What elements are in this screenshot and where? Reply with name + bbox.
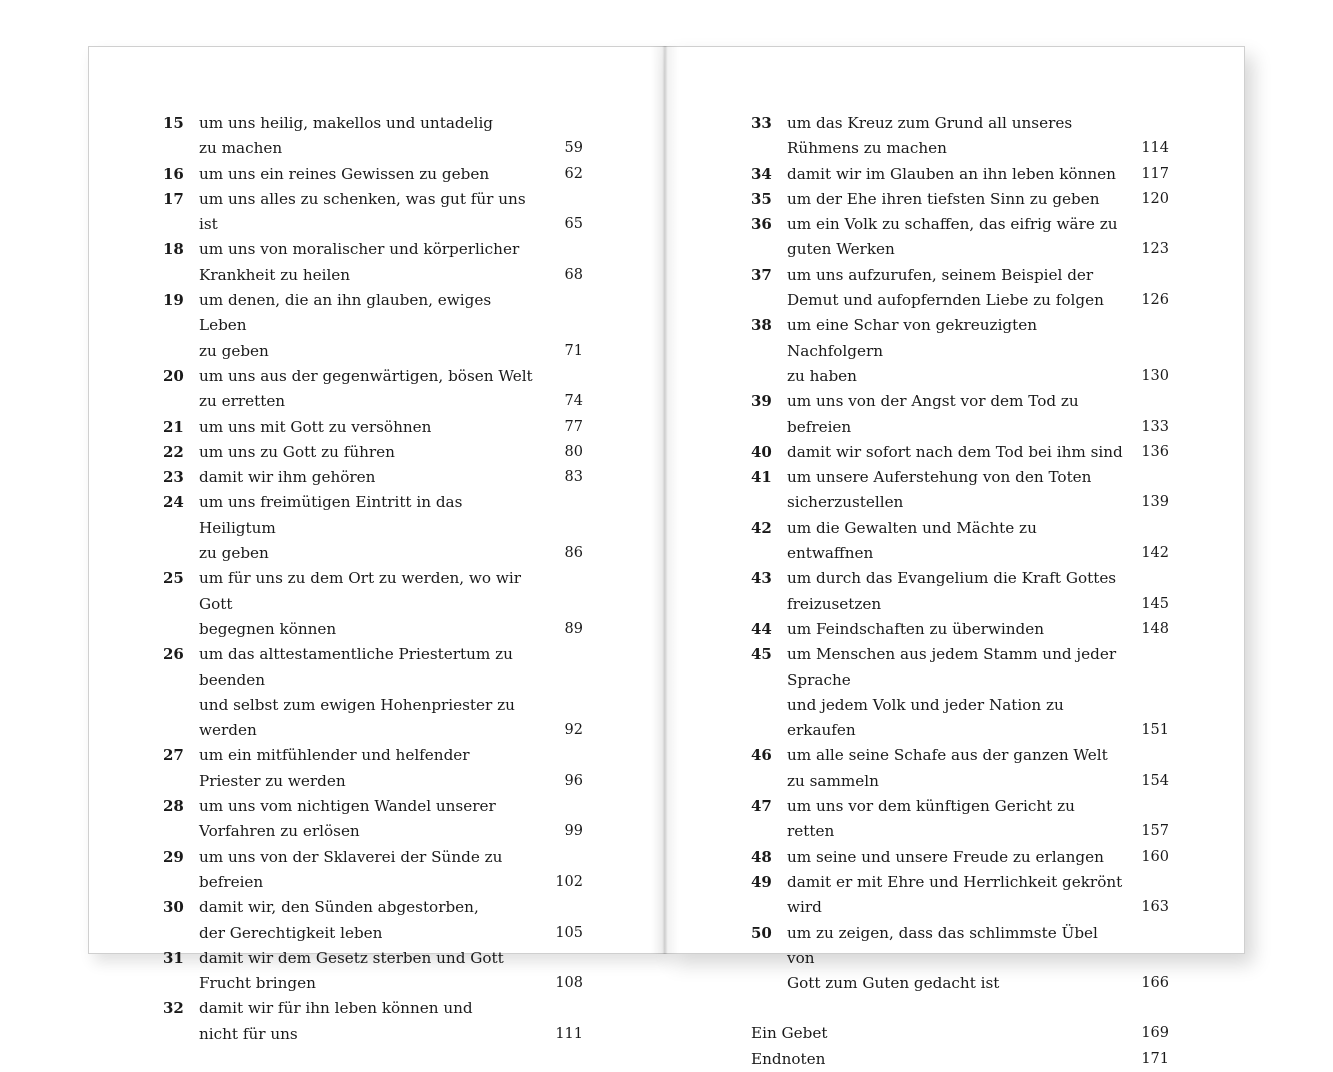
page-number: 148 bbox=[1141, 620, 1169, 637]
chapter-title-line: um für uns zu dem Ort zu werden, wo wir Gott bbox=[199, 569, 521, 613]
chapter-title-line: um alle seine Schafe aus der ganzen Welt bbox=[787, 746, 1108, 765]
toc-entry bbox=[751, 921, 1169, 997]
chapter-title bbox=[787, 870, 1125, 921]
chapter-title bbox=[787, 516, 1125, 567]
chapter-number: 23 bbox=[163, 468, 184, 487]
chapter-number: 35 bbox=[751, 189, 772, 208]
toc-entry bbox=[751, 263, 1169, 314]
chapter-title-line: um uns von der Angst vor dem Tod zu befreien bbox=[787, 392, 1079, 436]
chapter-title-line: der Gerechtigkeit leben bbox=[199, 923, 383, 942]
chapter-title-line: um Feindschaften zu überwinden bbox=[787, 619, 1045, 638]
page-number: 117 bbox=[1141, 165, 1169, 182]
chapter-number: 44 bbox=[751, 619, 772, 638]
page-number: 163 bbox=[1141, 899, 1169, 916]
chapter-number: 38 bbox=[751, 316, 772, 335]
page-number: 80 bbox=[564, 443, 583, 460]
chapter-number: 15 bbox=[163, 114, 184, 132]
chapter-number: 22 bbox=[163, 442, 184, 461]
chapter-title bbox=[787, 845, 1125, 870]
section-gap bbox=[751, 996, 1169, 1021]
page-number: 145 bbox=[1141, 595, 1169, 612]
chapter-title-line: um durch das Evangelium die Kraft Gottes bbox=[787, 569, 1117, 588]
chapter-title-line: damit wir, den Sünden abgestorben, bbox=[199, 898, 479, 917]
chapter-number: 43 bbox=[751, 569, 772, 588]
chapter-title bbox=[199, 490, 539, 566]
chapter-title bbox=[199, 364, 539, 415]
toc-entry bbox=[751, 642, 1169, 743]
chapter-title-line: um das Kreuz zum Grund all unseres bbox=[787, 114, 1073, 132]
toc-entry bbox=[163, 743, 583, 794]
page-number: 171 bbox=[1141, 1050, 1169, 1067]
chapter-number: 45 bbox=[751, 645, 772, 664]
page-number: 105 bbox=[555, 924, 583, 941]
chapter-title bbox=[787, 389, 1125, 440]
chapter-title bbox=[199, 794, 539, 845]
chapter-title bbox=[199, 845, 539, 896]
chapter-title bbox=[199, 566, 539, 642]
chapter-title-line: damit wir dem Gesetz sterben und Gott bbox=[199, 948, 504, 967]
page-number: 139 bbox=[1141, 494, 1169, 511]
book-spread bbox=[88, 46, 1245, 1068]
chapter-number: 48 bbox=[751, 847, 772, 866]
table-of-contents-right bbox=[751, 111, 1169, 1072]
chapter-title-line: um uns von der Sklaverei der Sünde zu befreien bbox=[199, 847, 503, 891]
chapter-title bbox=[199, 415, 539, 440]
chapter-title-line: um uns zu Gott zu führen bbox=[199, 442, 395, 461]
chapter-number: 31 bbox=[163, 948, 184, 967]
chapter-title-line: um das alttestamentliche Priestertum zu beenden bbox=[199, 645, 513, 689]
page-number: 59 bbox=[564, 140, 583, 157]
page-number: 166 bbox=[1141, 975, 1169, 992]
chapter-number: 50 bbox=[751, 923, 772, 942]
toc-entry bbox=[163, 946, 583, 997]
page-number: 123 bbox=[1141, 241, 1169, 258]
toc-entry bbox=[163, 845, 583, 896]
page-number: 71 bbox=[564, 342, 583, 359]
page-number: 74 bbox=[564, 393, 583, 410]
chapter-title-line: damit wir im Glauben an ihn leben können bbox=[787, 164, 1116, 183]
chapter-title-line: um ein mitfühlender und helfender bbox=[199, 746, 470, 765]
chapter-title-line: um uns aufzurufen, seinem Beispiel der bbox=[787, 265, 1094, 284]
toc-entry bbox=[163, 794, 583, 845]
extra-title: Endnoten bbox=[751, 1049, 826, 1068]
chapter-title bbox=[787, 313, 1125, 389]
chapter-title bbox=[199, 895, 539, 946]
toc-entry bbox=[163, 490, 583, 566]
toc-entry bbox=[163, 566, 583, 642]
page-number: 157 bbox=[1141, 823, 1169, 840]
chapter-title-line: Gott zum Guten gedacht ist bbox=[787, 974, 1000, 993]
chapter-title-line: zu haben bbox=[787, 366, 857, 385]
toc-entry bbox=[751, 617, 1169, 642]
chapter-title bbox=[199, 996, 539, 1047]
chapter-title-line: damit wir für ihn leben können und bbox=[199, 999, 473, 1018]
chapter-title-line: Frucht bringen bbox=[199, 974, 316, 993]
toc-entry bbox=[163, 364, 583, 415]
chapter-title-line: um uns vom nichtigen Wandel unserer bbox=[199, 797, 496, 816]
chapter-number: 39 bbox=[751, 392, 772, 411]
toc-entry bbox=[751, 162, 1169, 187]
chapter-title-line: um uns vor dem künftigen Gericht zu retten bbox=[787, 797, 1075, 841]
chapter-title-line: nicht für uns bbox=[199, 1024, 298, 1043]
chapter-title-line: um uns alles zu schenken, was gut für uns ist bbox=[199, 189, 526, 234]
chapter-title-line: um uns mit Gott zu versöhnen bbox=[199, 417, 432, 436]
chapter-title-line: um denen, die an ihn glauben, ewiges Leben bbox=[199, 291, 492, 335]
toc-entry bbox=[751, 870, 1169, 921]
chapter-title-line: sicherzustellen bbox=[787, 493, 904, 512]
chapter-number: 28 bbox=[163, 797, 184, 816]
chapter-title-line: um uns aus der gegenwärtigen, bösen Welt bbox=[199, 366, 533, 385]
chapter-title-line: zu sammeln bbox=[787, 771, 879, 790]
page-number: 65 bbox=[564, 216, 583, 233]
chapter-title bbox=[199, 111, 539, 162]
page-number: 99 bbox=[564, 823, 583, 840]
chapter-title-line: zu machen bbox=[199, 139, 283, 158]
page-number: 114 bbox=[1141, 140, 1169, 157]
toc-entry bbox=[163, 642, 583, 743]
chapter-title-line: begegnen können bbox=[199, 619, 337, 638]
chapter-number: 26 bbox=[163, 645, 184, 664]
toc-entry bbox=[751, 389, 1169, 440]
toc-entry bbox=[751, 743, 1169, 794]
toc-entry bbox=[751, 212, 1169, 263]
chapter-title-line: freizusetzen bbox=[787, 594, 882, 613]
chapter-number: 49 bbox=[751, 872, 772, 891]
chapter-title-line: um Menschen aus jedem Stamm und jeder Sprache bbox=[787, 645, 1117, 689]
toc-entry bbox=[751, 794, 1169, 845]
toc-entry bbox=[163, 465, 583, 490]
toc-entry bbox=[163, 162, 583, 187]
left-page bbox=[88, 46, 665, 1043]
chapter-title bbox=[787, 212, 1125, 263]
toc-entry bbox=[163, 415, 583, 440]
page-number: 89 bbox=[564, 620, 583, 637]
toc-entry bbox=[163, 895, 583, 946]
chapter-title bbox=[787, 111, 1125, 162]
chapter-title-line: um der Ehe ihren tiefsten Sinn zu geben bbox=[787, 189, 1100, 208]
chapter-title-line: um die Gewalten und Mächte zu entwaffnen bbox=[787, 518, 1037, 563]
toc-extra-entry bbox=[751, 1021, 1169, 1046]
chapter-title-line: Priester zu werden bbox=[199, 771, 346, 790]
chapter-number: 46 bbox=[751, 746, 772, 765]
toc-entry bbox=[751, 313, 1169, 389]
toc-entry bbox=[751, 187, 1169, 212]
chapter-title bbox=[199, 946, 539, 997]
chapter-title-line: damit wir sofort nach dem Tod bei ihm sind bbox=[787, 442, 1123, 461]
toc-entry bbox=[751, 111, 1169, 162]
chapter-title-line: um seine und unsere Freude zu erlangen bbox=[787, 847, 1104, 866]
chapter-title-line: um uns freimütigen Eintritt in das Heiligtum bbox=[199, 493, 463, 537]
chapter-title bbox=[787, 187, 1125, 212]
page-number: 96 bbox=[564, 772, 583, 789]
chapter-title-line: zu geben bbox=[199, 341, 269, 360]
page-number: 136 bbox=[1141, 443, 1169, 460]
page-number: 92 bbox=[564, 722, 583, 739]
page-number: 108 bbox=[555, 975, 583, 992]
toc-entry bbox=[751, 440, 1169, 465]
page-number: 154 bbox=[1141, 772, 1169, 789]
chapter-number: 18 bbox=[163, 240, 184, 259]
page-number: 111 bbox=[555, 1025, 583, 1042]
chapter-title-line: zu geben bbox=[199, 544, 269, 563]
page-number: 151 bbox=[1141, 722, 1169, 739]
chapter-number: 47 bbox=[751, 797, 772, 816]
table-of-contents-left bbox=[163, 111, 583, 1047]
chapter-title-line: damit wir ihm gehören bbox=[199, 468, 376, 487]
chapter-title-line: um ein Volk zu schaffen, das eifrig wäre zu bbox=[787, 215, 1118, 234]
chapter-number: 30 bbox=[163, 898, 184, 917]
right-page bbox=[665, 46, 1245, 1068]
chapter-title bbox=[199, 162, 539, 187]
chapter-title-line: und selbst zum ewigen Hohenpriester zu werden bbox=[199, 695, 515, 740]
chapter-number: 37 bbox=[751, 265, 772, 284]
page-number: 83 bbox=[564, 469, 583, 486]
chapter-title bbox=[199, 743, 539, 794]
chapter-number: 32 bbox=[163, 999, 184, 1018]
chapter-title-line: damit er mit Ehre und Herrlichkeit gekrönt wird bbox=[787, 872, 1123, 917]
chapter-title bbox=[199, 237, 539, 288]
chapter-number: 27 bbox=[163, 746, 184, 765]
page-number: 142 bbox=[1141, 545, 1169, 562]
chapter-number: 19 bbox=[163, 291, 184, 310]
chapter-title bbox=[199, 187, 539, 238]
chapter-title-line: Vorfahren zu erlösen bbox=[199, 822, 360, 841]
chapter-title bbox=[787, 642, 1125, 743]
chapter-title-line: um unsere Auferstehung von den Toten bbox=[787, 468, 1092, 487]
chapter-title bbox=[787, 617, 1125, 642]
chapter-title-line: guten Werken bbox=[787, 240, 895, 259]
chapter-title-line: und jedem Volk und jeder Nation zu erkaufen bbox=[787, 695, 1064, 740]
toc-entry bbox=[163, 237, 583, 288]
chapter-title-line: Demut und aufopfernden Liebe zu folgen bbox=[787, 291, 1104, 310]
chapter-title bbox=[787, 566, 1125, 617]
toc-entry bbox=[163, 187, 583, 238]
chapter-number: 17 bbox=[163, 189, 184, 208]
page-number: 62 bbox=[564, 165, 583, 182]
chapter-title bbox=[199, 440, 539, 465]
chapter-number: 20 bbox=[163, 366, 184, 385]
chapter-number: 34 bbox=[751, 164, 772, 183]
chapter-title bbox=[787, 162, 1125, 187]
chapter-title-line: Krankheit zu heilen bbox=[199, 265, 351, 284]
chapter-title bbox=[787, 921, 1125, 997]
chapter-title bbox=[787, 743, 1125, 794]
chapter-title-line: um uns heilig, makellos und untadelig bbox=[199, 114, 494, 132]
toc-extra-entry bbox=[751, 1047, 1169, 1072]
page-number: 160 bbox=[1141, 848, 1169, 865]
toc-entry bbox=[751, 566, 1169, 617]
page-number: 102 bbox=[555, 873, 583, 890]
toc-entry bbox=[751, 845, 1169, 870]
chapter-title bbox=[787, 263, 1125, 314]
toc-entry bbox=[751, 465, 1169, 516]
chapter-title-line: um eine Schar von gekreuzigten Nachfolgern bbox=[787, 316, 1038, 360]
chapter-title bbox=[787, 440, 1125, 465]
toc-entry bbox=[163, 288, 583, 364]
chapter-title-line: Rühmens zu machen bbox=[787, 139, 947, 158]
chapter-title bbox=[787, 465, 1125, 516]
chapter-number: 21 bbox=[163, 417, 184, 436]
chapter-number: 42 bbox=[751, 518, 772, 537]
page-number: 86 bbox=[564, 545, 583, 562]
chapter-title-line: zu erretten bbox=[199, 392, 286, 411]
chapter-title-line: um uns ein reines Gewissen zu geben bbox=[199, 164, 490, 183]
page-number: 169 bbox=[1141, 1025, 1169, 1042]
chapter-number: 16 bbox=[163, 164, 184, 183]
page-number: 77 bbox=[564, 418, 583, 435]
chapter-number: 36 bbox=[751, 215, 772, 234]
page-number: 68 bbox=[564, 266, 583, 283]
chapter-title-line: um uns von moralischer und körperlicher bbox=[199, 240, 520, 259]
page-number: 130 bbox=[1141, 367, 1169, 384]
toc-entry bbox=[163, 996, 583, 1047]
chapter-title bbox=[787, 794, 1125, 845]
chapter-number: 29 bbox=[163, 847, 184, 866]
toc-entry bbox=[163, 111, 583, 162]
page-number: 120 bbox=[1141, 190, 1169, 207]
chapter-number: 41 bbox=[751, 468, 772, 487]
page-number: 133 bbox=[1141, 418, 1169, 435]
toc-entry bbox=[751, 516, 1169, 567]
chapter-number: 24 bbox=[163, 493, 184, 512]
extra-title: Ein Gebet bbox=[751, 1024, 828, 1043]
page-number: 126 bbox=[1141, 292, 1169, 309]
chapter-title-line: um zu zeigen, dass das schlimmste Übel von bbox=[787, 923, 1098, 967]
chapter-title bbox=[199, 465, 539, 490]
chapter-title bbox=[199, 288, 539, 364]
chapter-number: 40 bbox=[751, 442, 772, 461]
chapter-number: 25 bbox=[163, 569, 184, 588]
toc-entry bbox=[163, 440, 583, 465]
chapter-title bbox=[199, 642, 539, 743]
chapter-number: 33 bbox=[751, 114, 772, 132]
